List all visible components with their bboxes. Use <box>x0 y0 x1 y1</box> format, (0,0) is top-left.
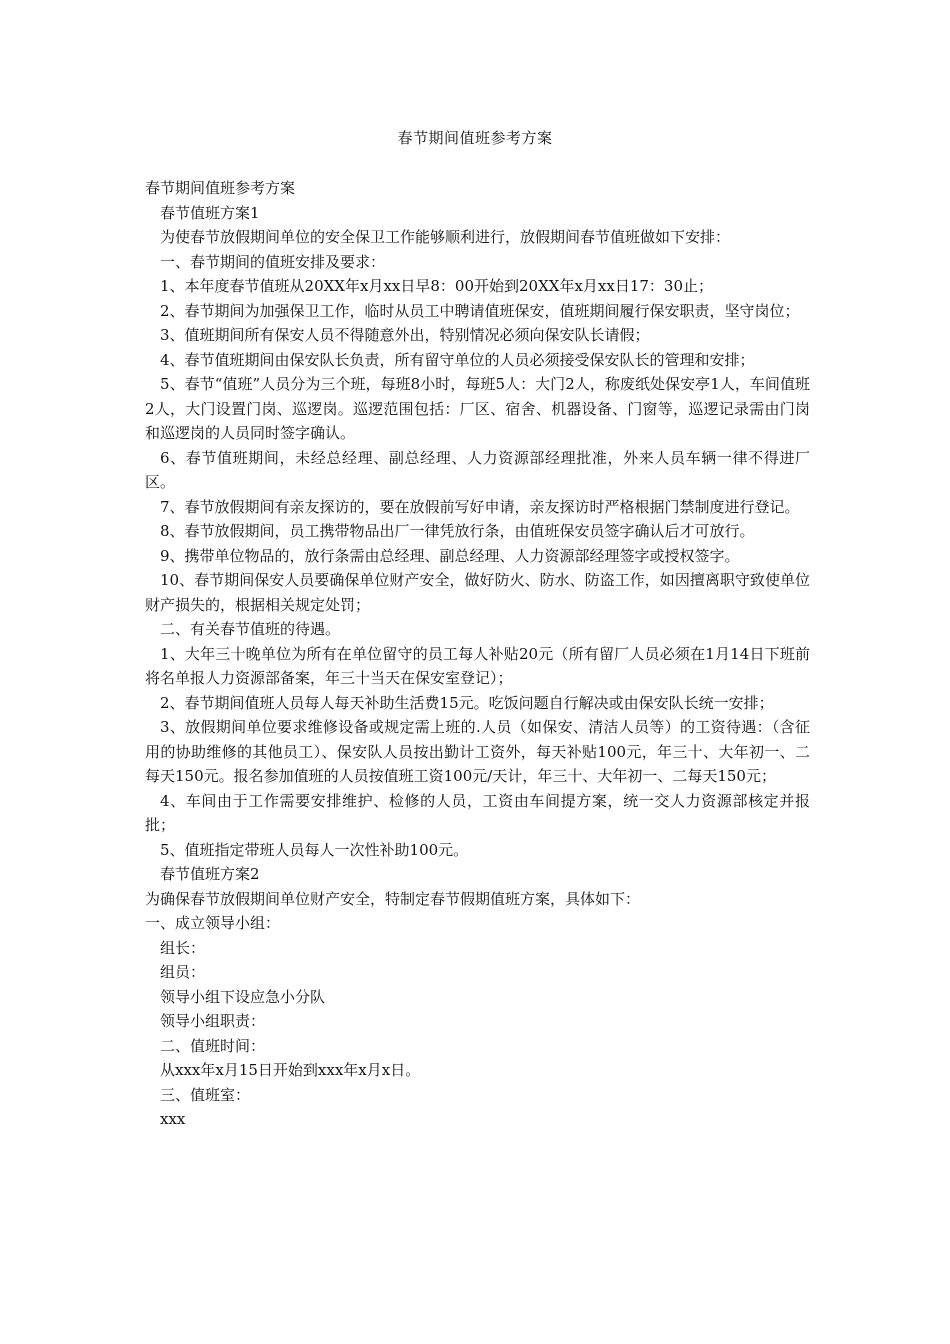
paragraph: 领导小组职责： <box>160 1012 266 1030</box>
paragraph: 组长： <box>160 938 206 957</box>
paragraph: 2、春节期间值班人员每人每天补助生活费15元。吃饭问题自行解决或由保安队长统一安排； <box>160 693 774 712</box>
paragraph: 为使春节放假期间单位的安全保卫工作能够顺利进行，放假期间春节值班做如下安排： <box>160 228 731 246</box>
paragraph: 3、放假期间单位要求维修设备或规定需上班的.人员（如保安、清洁人员等）的工资待遇：（含征用的协助维修的其他员工）、保安队人员按出勤计工资外，每天补贴100元，年三十、大年初一、二每天150元。报名参加值班的人员按值班工资100元/天计，年三十、大年初一、二每天150元； <box>145 718 810 785</box>
paragraph: 7、春节放假期间有亲友探访的，要在放假前写好申请，亲友探访时严格根据门禁制度进行登记。 <box>160 497 800 516</box>
paragraph: 春节期间值班参考方案 <box>145 179 296 197</box>
paragraph: 2、春节期间为加强保卫工作，临时从员工中聘请值班保安，值班期间履行保安职责，坚守岗位； <box>160 301 800 320</box>
paragraph: 4、春节值班期间由保安队长负责，所有留守单位的人员必须接受保安队长的管理和安排； <box>160 350 755 369</box>
paragraph: 为确保春节放假期间单位财产安全，特制定春节假期值班方案，具体如下： <box>145 889 641 908</box>
paragraph: 三、值班室： <box>160 1085 251 1104</box>
paragraph: 4、车间由于工作需要安排维护、检修的人员，工资由车间提方案，统一交人力资源部核定并报批； <box>145 791 810 834</box>
paragraph: 春节值班方案1 <box>160 203 260 222</box>
paragraph: 1、本年度春节值班从20XX年x月xx日早8：00开始到20XX年x月xx日17：30止； <box>160 277 713 295</box>
paragraph: 一、春节期间的值班安排及要求： <box>160 252 386 271</box>
paragraph: 领导小组下设应急小分队 <box>160 987 326 1006</box>
paragraph: xxx <box>160 1110 186 1128</box>
paragraph: 二、有关春节值班的待遇。 <box>160 620 341 638</box>
paragraph: 3、值班期间所有保安人员不得随意外出，特别情况必须向保安队长请假； <box>160 326 650 344</box>
paragraph: 一、成立领导小组： <box>145 914 281 932</box>
paragraph: 春节值班方案2 <box>160 865 260 883</box>
paragraph: 5、值班指定带班人员每人一次性补助100元。 <box>160 840 469 859</box>
paragraph: 5、春节“值班”人员分为三个班，每班8小时，每班5人：大门2人，称废纸处保安亭1人，车间值班2人，大门设置门岗、巡逻岗。巡逻范围包括：厂区、宿舍、机器设备、门窗等，巡逻记录需由门岗和巡逻岗的人员同时签字确认。 <box>145 375 810 442</box>
paragraph: 9、携带单位物品的，放行条需由总经理、副总经理、人力资源部经理签字或授权签字。 <box>160 546 740 565</box>
document-title: 春节期间值班参考方案 <box>397 129 553 147</box>
paragraph: 从xxx年x月15日开始到xxx年x月x日。 <box>160 1061 421 1079</box>
paragraph: 6、春节值班期间，未经总经理、副总经理、人力资源部经理批准，外来人员车辆一律不得进厂区。 <box>145 448 810 491</box>
paragraph: 8、春节放假期间，员工携带物品出厂一律凭放行条，由值班保安员签字确认后才可放行。 <box>160 522 755 540</box>
paragraph: 二、值班时间： <box>160 1036 266 1055</box>
document-body <box>145 176 810 1132</box>
paragraph: 1、大年三十晚单位为所有在单位留守的员工每人补贴20元（所有留厂人员必须在1月14日下班前将名单报人力资源部备案，年三十当天在保安室登记）； <box>145 644 810 687</box>
paragraph: 10、春节期间保安人员要确保单位财产安全，做好防火、防水、防盗工作，如因擅离职守致使单位财产损失的，根据相关规定处罚； <box>145 571 810 614</box>
paragraph: 组员： <box>160 963 206 981</box>
